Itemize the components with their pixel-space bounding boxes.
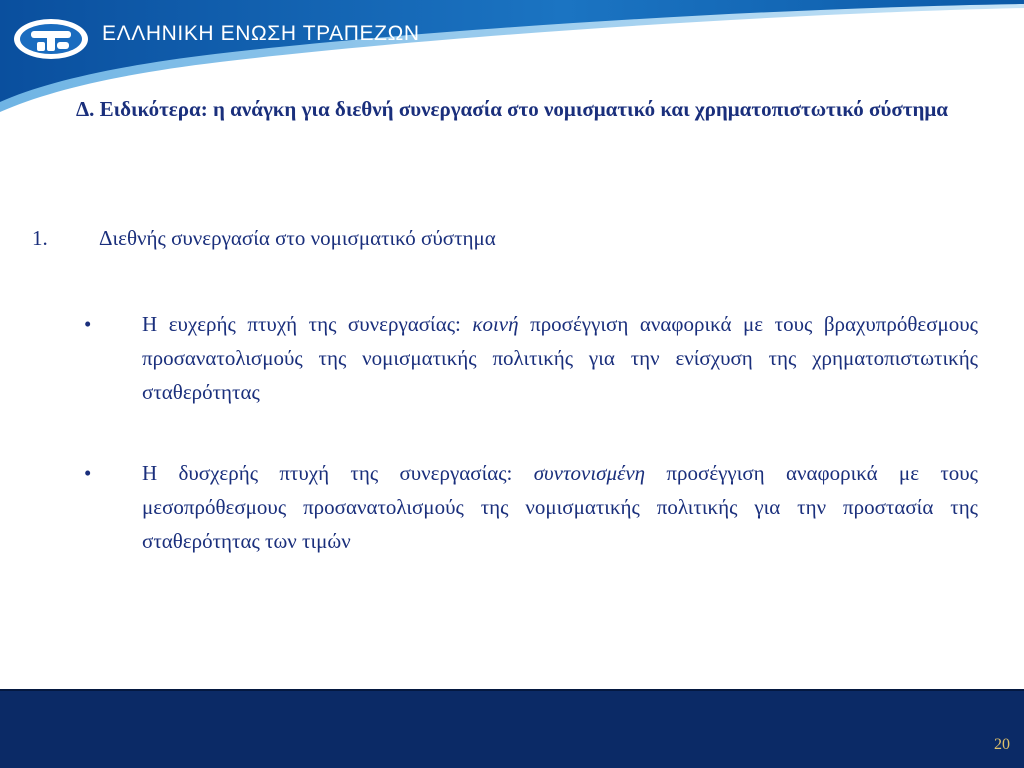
page-number: 20 bbox=[994, 736, 1010, 753]
bullet-text bbox=[142, 307, 978, 409]
bullet-text bbox=[142, 456, 978, 558]
bullet-emphasis: κοινή bbox=[472, 312, 519, 336]
hellenic-bank-association-logo bbox=[13, 18, 89, 60]
bullet-symbol: • bbox=[84, 461, 92, 485]
footer-divider bbox=[0, 689, 1024, 691]
organization-name: ΕΛΛΗΝΙΚΗ ΕΝΩΣΗ ΤΡΑΠΕΖΩΝ bbox=[102, 22, 420, 45]
slide-title: Δ. Ειδικότερα: η ανάγκη για διεθνή συνεργασία στο νομισματικό και χρηματοπιστωτικό σύστημα bbox=[75, 97, 949, 121]
bullet-rest: προσέγγιση αναφορικά με τους βραχυπρόθεσμους προσανατολισμούς της νομισματικής πολιτικής για την ενίσχυση της χρηματοπιστωτικής σταθερότητας bbox=[142, 312, 978, 404]
section-label: Διεθνής συνεργασία στο νομισματικό σύστημα bbox=[99, 226, 496, 250]
bullet-emphasis: συντονισμένη bbox=[533, 461, 646, 485]
logo-icon bbox=[13, 18, 89, 60]
section-heading bbox=[32, 226, 496, 251]
bullet-lead: Η δυσχερής πτυχή της συνεργασίας: bbox=[142, 461, 534, 485]
bullet-lead: Η ευχερής πτυχή της συνεργασίας: bbox=[142, 312, 473, 336]
footer-bar bbox=[0, 689, 1024, 768]
bullet-rest: προσέγγιση αναφορικά με τους μεσοπρόθεσμους προσανατολισμούς της νομισματικής πολιτικής για την προστασία της σταθερότητας των τιμών bbox=[142, 461, 978, 553]
section-number: 1. bbox=[32, 226, 48, 250]
bullet-symbol: • bbox=[84, 312, 92, 336]
